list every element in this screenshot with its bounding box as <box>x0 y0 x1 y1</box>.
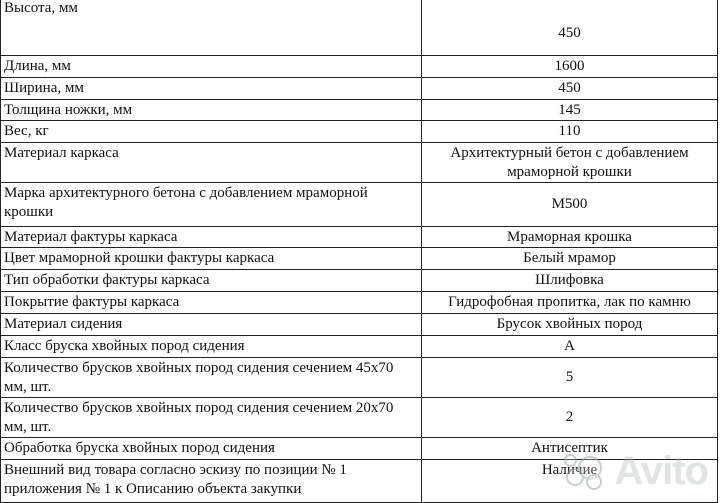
row-value: 145 <box>422 100 718 120</box>
row-label: Обработка бруска хвойных пород сидения <box>0 438 422 459</box>
table-row <box>0 0 718 55</box>
row-label: Класс бруска хвойных пород сидения <box>0 336 422 357</box>
row-value: 450 <box>422 0 718 55</box>
row-label: Цвет мраморной крошки фактуры каркаса <box>0 248 422 269</box>
row-label: Тип обработки фактуры каркаса <box>0 270 422 291</box>
row-label: Покрытие фактуры каркаса <box>0 292 422 313</box>
row-label: Высота, мм <box>0 0 422 55</box>
table-row <box>0 335 718 357</box>
row-value: Белый мрамор <box>422 248 718 269</box>
row-label: Длина, мм <box>0 56 422 77</box>
table-row <box>0 247 718 269</box>
avito-watermark <box>564 449 708 494</box>
table-row <box>0 313 718 335</box>
row-value: Шлифовка <box>422 270 718 291</box>
row-label: Внешний вид товара согласно эскизу по позиции № 1 приложения № 1 к Описанию объекта закупки <box>0 460 422 502</box>
watermark-text: Avito <box>614 449 708 493</box>
row-label: Количество брусков хвойных пород сидения сечением 45х70 мм, шт. <box>0 358 422 397</box>
row-value: 5 <box>422 358 718 397</box>
row-value: Архитектурный бетон с добавлением мраморной крошки <box>422 143 718 182</box>
table-row <box>0 291 718 313</box>
row-label: Количество брусков хвойных пород сидения сечением 20х70 мм, шт. <box>0 398 422 437</box>
table-row <box>0 397 718 437</box>
row-value: М500 <box>422 183 718 226</box>
row-value: 110 <box>422 121 718 142</box>
row-label: Ширина, мм <box>0 78 422 99</box>
row-value: А <box>422 336 718 357</box>
row-value: Брусок хвойных пород <box>422 314 718 335</box>
table-row <box>0 55 718 77</box>
table-row <box>0 99 718 120</box>
row-value: 450 <box>422 78 718 99</box>
row-value: Гидрофобная пропитка, лак по камню <box>422 292 718 313</box>
table-row <box>0 142 718 182</box>
row-value: 1600 <box>422 56 718 77</box>
row-label: Толщина ножки, мм <box>0 100 422 120</box>
avito-logo-icon <box>564 454 608 490</box>
table-row <box>0 182 718 226</box>
row-value: Наличие <box>422 460 718 502</box>
row-label: Материал фактуры каркаса <box>0 227 422 247</box>
table-row <box>0 269 718 291</box>
row-value: 2 <box>422 398 718 437</box>
row-value: Антисептик <box>422 438 718 459</box>
row-label: Марка архитектурного бетона с добавлением мраморной крошки <box>0 183 422 226</box>
row-label: Вес, кг <box>0 121 422 142</box>
table-row <box>0 120 718 142</box>
row-label: Материал каркаса <box>0 143 422 182</box>
row-value: Мраморная крошка <box>422 227 718 247</box>
row-label: Материал сидения <box>0 314 422 335</box>
table-row <box>0 77 718 99</box>
table-row <box>0 357 718 397</box>
table-row <box>0 226 718 247</box>
